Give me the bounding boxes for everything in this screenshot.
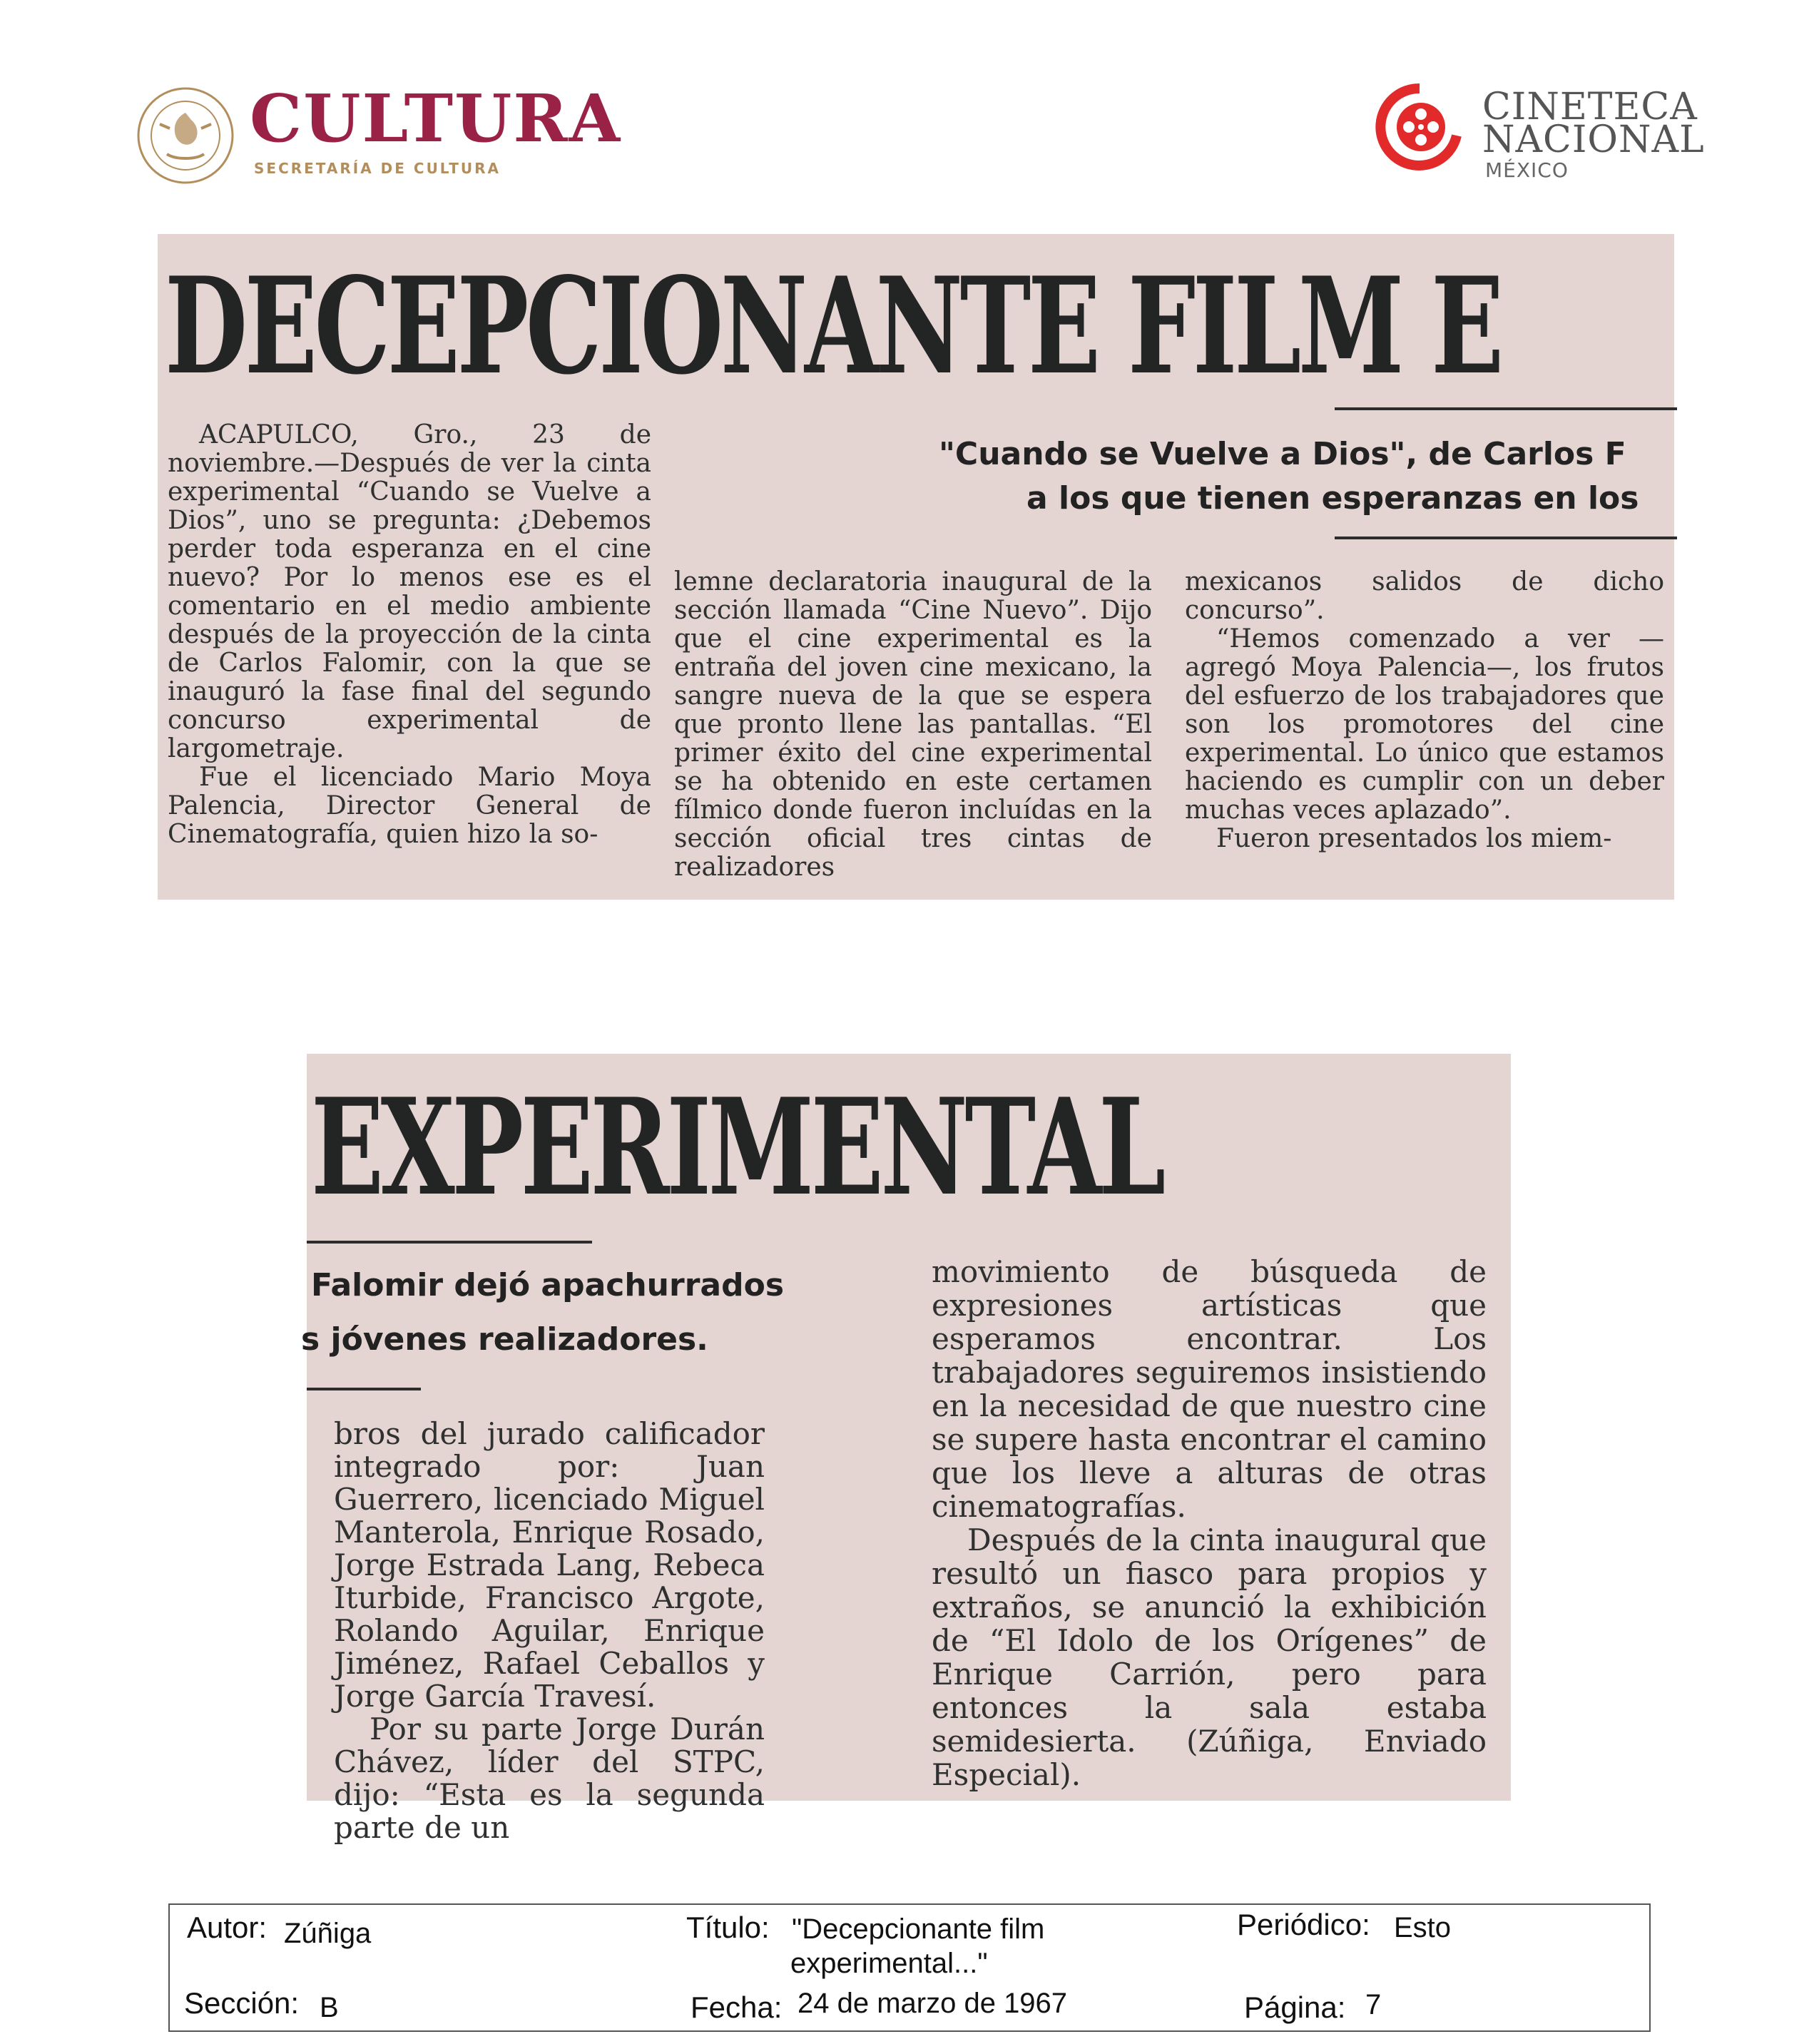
cineteca-line1: CINETECA — [1482, 86, 1698, 128]
fecha-value: 24 de marzo de 1967 — [798, 1988, 1068, 2019]
article-column-2 — [674, 568, 1152, 882]
subhead-top-line2: a los que tienen esperanzas en los — [1026, 480, 1639, 517]
cineteca-line3: MÉXICO — [1485, 158, 1569, 182]
article-column-3 — [1185, 568, 1664, 853]
newspaper-clipping-bottom — [301, 1054, 1511, 1845]
film-reel-icon — [1377, 84, 1462, 170]
article-paragraph: bros del jurado calificador integrado por: Juan Guerrero, licenciado Miguel Manterola, Enrique Rosado, Jorge Estrada Lang, Rebeca Iturbide, Francisco Argote, Rolando Aguilar, Enrique Jiménez, Rafael Ceballos y Jorge García Travesí. — [334, 1416, 765, 1714]
periodico-value: Esto — [1394, 1912, 1452, 1943]
article-paragraph: ACAPULCO, Gro., 23 de noviembre.—Después de ver la cinta experimental “Cuando se Vuelve a Dios”, uno se pregunta: ¿Debemos perder toda esperanza en el cine nuevo? Por lo menos ese es el comentario en el medio ambiente después de la proyección de la cinta de Carlos Falomir, con la que se inauguró la fase final del segundo concurso experimental de largometraje. — [168, 420, 651, 763]
periodico-label: Periódico: — [1237, 1908, 1370, 1941]
article-paragraph: “Hemos comenzado a ver —agregó Moya Palencia—, los frutos del esfuerzo de los trabajadores que son los promotores del cine experimental. Lo único que estamos haciendo es cumplir con un deber muchas veces aplazado”. — [1185, 624, 1664, 825]
autor-label: Autor: — [187, 1911, 268, 1944]
subhead-top-line1: "Cuando se Vuelve a Dios", de Carlos F — [939, 436, 1626, 472]
article-paragraph: Después de la cinta inaugural que resultó un fiasco para propios y extraños, se anunció la exhibición de “El Idolo de los Orígenes” de Enrique Carrión, pero para entonces la sala estaba semidesierta. (Zúñiga, Enviado Especial). — [932, 1522, 1487, 1792]
cultura-subtitle: SECRETARÍA DE CULTURA — [254, 160, 501, 177]
headline-top: DECEPCIONANTE FILM E — [165, 248, 1501, 404]
subhead-rule-top — [1335, 407, 1677, 410]
fecha-label: Fecha: — [691, 1990, 783, 2024]
article-paragraph: movimiento de búsqueda de expresiones artísticas que esperamos encontrar. Los trabajadores seguiremos insistiendo en la necesidad de que nuestro cine se supere hasta encontrar el camino que los lleve a alturas de otras cinematografías. — [932, 1254, 1487, 1524]
catalog-record-box — [168, 1903, 1651, 2032]
article-column-1 — [168, 421, 651, 849]
cineteca-logo — [1377, 84, 1705, 184]
article-paragraph: lemne declaratoria inaugural de la sección llamada “Cine Nuevo”. Dijo que el cine experimental es la entraña del joven cine mexicano, la sangre nueva de la que se espera que pronto llene las pantallas. “El primer éxito del cine experimental se ha obtenido en este certamen fílmico donde fueron incluídas en la sección oficial tres cintas de realizadores — [674, 567, 1152, 882]
subhead-rule-bottom — [1335, 537, 1677, 539]
article-paragraph: Por su parte Jorge Durán Chávez, líder del STPC, dijo: “Esta es la segunda parte de un — [334, 1712, 765, 1845]
subhead-bottom-line1: Falomir dejó apachurrados — [311, 1267, 785, 1303]
mexican-coat-of-arms-icon — [136, 86, 235, 185]
newspaper-clipping-top — [158, 234, 1674, 900]
pagina-value: 7 — [1365, 1989, 1382, 2020]
cineteca-line2: NACIONAL — [1482, 118, 1705, 161]
seccion-value: B — [320, 1992, 339, 2023]
article-paragraph: Fue el licenciado Mario Moya Palencia, Director General de Cinematografía, quien hizo la so- — [168, 763, 651, 849]
seccion-label: Sección: — [184, 1986, 300, 2020]
cultura-logo — [136, 80, 622, 185]
subhead-bottom-line2: s jóvenes realizadores. — [301, 1321, 708, 1358]
article-column-2 — [932, 1255, 1487, 1791]
article-column-1 — [334, 1418, 765, 1844]
subhead-rule-bottom — [307, 1388, 421, 1390]
titulo-label: Título: — [686, 1911, 770, 1944]
article-paragraph: mexicanos salidos de dicho concurso”. — [1185, 567, 1664, 625]
titulo-value-line2: experimental..." — [790, 1948, 988, 1979]
autor-value: Zúñiga — [284, 1918, 372, 1949]
pagina-label: Página: — [1244, 1990, 1346, 2024]
subhead-rule-top — [307, 1241, 592, 1244]
article-paragraph: Fueron presentados los miem- — [1216, 824, 1612, 853]
headline-bottom: EXPERIMENTAL — [311, 1069, 1163, 1225]
titulo-value-line1: "Decepcionante film — [792, 1913, 1045, 1945]
cultura-title: CULTURA — [250, 80, 622, 157]
